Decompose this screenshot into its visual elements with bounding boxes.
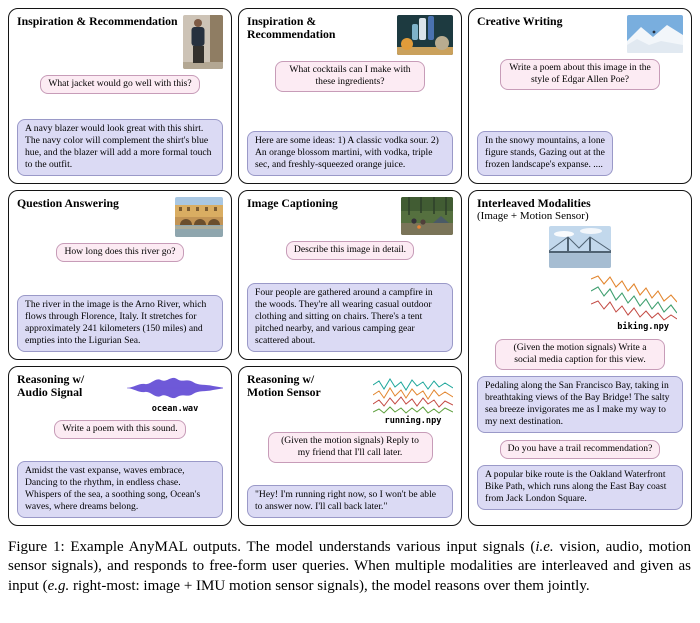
panel-head [247, 373, 453, 426]
model-answer-bubble: Amidst the vast expanse, waves embrace, Dancing to the rhythm, in endless chase. Whispers of the sea, a soothing song, Ocean's waves, where dreams belong. [17, 461, 223, 518]
panel-head [17, 15, 223, 69]
ingredients-photo [397, 15, 453, 55]
model-answer-bubble: A navy blazer would look great with this shirt. The navy color will complement the shirt's blue hue, and the blazer will add a more formal touch to the outfit. [17, 119, 223, 176]
model-answer-bubble: A popular bike route is the Oakland Waterfront Bike Path, which runs along the East Bay coast from Jack London Square. [477, 465, 683, 510]
user-question-bubble: How long does this river go? [56, 243, 183, 262]
user-question-bubble: (Given the motion signals) Write a social media caption for this view. [495, 339, 665, 370]
user-question-bubble: Describe this image in detail. [286, 241, 414, 260]
model-answer-bubble: Four people are gathered around a campfire in the woods. They're all wearing casual outdoor clothing and sitting on chairs. There's a tent pitched nearby, and various camping gear scattered about. [247, 283, 453, 352]
panel-title: Inspiration & Recommendation [247, 14, 336, 42]
panel-question-answering [8, 190, 232, 360]
audio-file-label: ocean.wav [151, 404, 199, 414]
river-bridge-photo [175, 197, 223, 237]
user-question-bubble: Write a poem about this image in the style of Edgar Allen Poe? [500, 59, 660, 90]
jacket-photo [183, 15, 223, 69]
model-answer-bubble: The river in the image is the Arno River, which flows through Florence, Italy. It stretches for approximately 241 kilometers (150 miles) and empties into the Ligurian Sea. [17, 295, 223, 352]
user-question-bubble: Write a poem with this sound. [54, 420, 185, 439]
panel-title: Reasoning w/ Motion Sensor [247, 372, 321, 400]
panel-head [247, 197, 453, 235]
caption-text: Figure 1: Example AnyMAL outputs. The model understands various input signals ( [8, 539, 536, 555]
panel-title: Question Answering [17, 196, 119, 210]
motion-signal-chart [373, 373, 453, 415]
caption-text: vision, audio, motion sensor signals), and responds to free-form user queries. When multiple modalities are interleaved and given as input ( [8, 539, 692, 594]
audio-signal-block [127, 373, 223, 414]
panel-title: Interleaved Modalities [477, 196, 591, 210]
audio-waveform [127, 373, 223, 403]
panel-creative-writing [468, 8, 692, 184]
panel-title: Inspiration & Recommendation [17, 14, 178, 28]
panel-interleaved-modalities [468, 190, 692, 526]
panel-head [17, 373, 223, 414]
snow-mountain-photo [627, 15, 683, 53]
user-question-bubble: What cocktails can I make with these ingredients? [275, 61, 425, 92]
model-answer-bubble: "Hey! I'm running right now, so I won't be able to answer now. I'll call back later." [247, 485, 453, 518]
panel-inspiration-cocktails [238, 8, 462, 184]
panel-head [477, 15, 683, 53]
caption-italic-eg: e.g. [47, 577, 70, 594]
caption-italic-ie: i.e. [535, 539, 554, 555]
biking-signal-chart [591, 271, 677, 321]
panel-head [247, 15, 453, 55]
panel-inspiration-jacket [8, 8, 232, 184]
figure-caption [0, 526, 700, 596]
model-answer-bubble: In the snowy mountains, a lone figure stands, Gazing out at the frozen landscape's expanse. .... [477, 131, 613, 176]
panel-subtitle: (Image + Motion Sensor) [477, 210, 589, 223]
model-answer-bubble: Here are some ideas: 1) A classic vodka sour. 2) An orange blossom martini, with vodka, triple sec, and freshly-squeezed orange juice. [247, 131, 453, 176]
user-question-bubble: Do you have a trail recommendation? [500, 440, 661, 459]
bay-bridge-photo [549, 226, 611, 268]
panel-reasoning-motion [238, 366, 462, 526]
motion-signal-block [373, 373, 453, 426]
user-question-bubble: What jacket would go well with this? [40, 75, 199, 94]
panel-title: Reasoning w/ Audio Signal [17, 372, 85, 400]
biking-file-label: biking.npy [617, 321, 669, 332]
panel-head [17, 197, 223, 237]
model-answer-bubble: Pedaling along the San Francisco Bay, taking in breathtaking views of the Bay Bridge! The salty sea breeze invigorates me as I make my way to my next destination. [477, 376, 683, 433]
caption-text: right-most: image + IMU motion sensor signals), the model reasons over them jointly. [69, 577, 590, 594]
user-question-bubble: (Given the motion signals) Reply to my friend that I'll call later. [268, 432, 433, 463]
panel-image-captioning [238, 190, 462, 360]
panel-reasoning-audio [8, 366, 232, 526]
motion-file-label: running.npy [384, 416, 442, 426]
campfire-photo [401, 197, 453, 235]
panel-title: Image Captioning [247, 196, 338, 210]
panel-title: Creative Writing [477, 14, 563, 28]
